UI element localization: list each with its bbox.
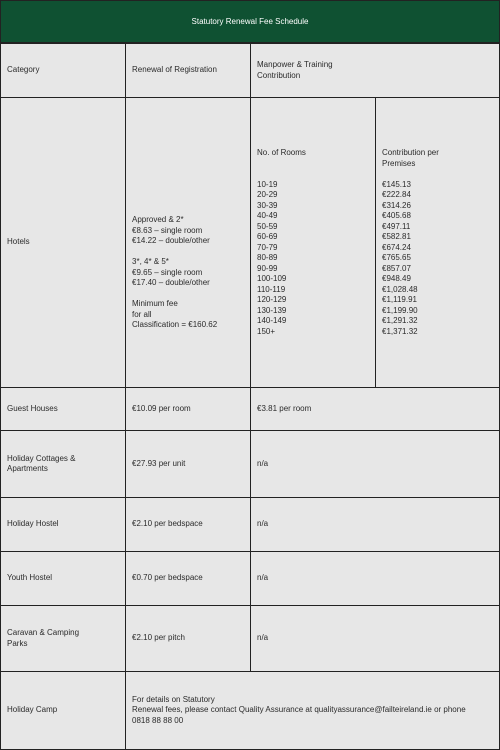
rooms-range-item: 20-29	[257, 190, 278, 199]
youth-hostel-category: Youth Hostel	[0, 551, 126, 606]
holiday-cottages-manpower: n/a	[250, 430, 500, 498]
contribution-item: €1,371.32	[382, 326, 418, 336]
contribution-item: €1,119.91	[382, 295, 417, 304]
contribution-list	[382, 180, 493, 338]
rooms-range-item: 50-59	[257, 221, 278, 231]
rooms-range-item: 40-49	[257, 211, 278, 220]
rooms-range-item: 70-79	[257, 242, 278, 252]
contribution-item: €1,199.90	[382, 305, 418, 315]
hotels-contribution-column	[375, 97, 500, 388]
contribution-item: €948.49	[382, 274, 411, 283]
category-header: Category	[0, 43, 126, 98]
guest-houses-category: Guest Houses	[0, 387, 126, 431]
page-title: Statutory Renewal Fee Schedule	[0, 0, 500, 43]
rooms-range-item: 120-129	[257, 295, 287, 304]
hotels-category: Hotels	[0, 97, 126, 388]
contribution-item: €582.81	[382, 232, 411, 241]
youth-hostel-renewal: €0.70 per bedspace	[125, 551, 251, 606]
rooms-range-item: 60-69	[257, 232, 278, 241]
caravan-camping-renewal: €2.10 per pitch	[125, 605, 251, 672]
hotels-rooms-column	[250, 97, 376, 388]
holiday-cottages-renewal: €27.93 per unit	[125, 430, 251, 498]
contribution-item: €145.13	[382, 179, 411, 189]
contribution-item: €497.11	[382, 221, 411, 231]
rooms-range-item: 100-109	[257, 274, 287, 283]
contribution-item: €405.68	[382, 211, 411, 220]
rooms-range-item: 30-39	[257, 200, 278, 210]
holiday-camp-details: For details on Statutory Renewal fees, please contact Quality Assurance at qualityassurance@failteireland.ie or phone 0818 88 88 00	[125, 671, 500, 750]
holiday-cottages-category: Holiday Cottages & Apartments	[0, 430, 126, 498]
contribution-item: €857.07	[382, 263, 411, 273]
contribution-item: €1,028.48	[382, 284, 418, 294]
contribution-item: €1,291.32	[382, 316, 418, 325]
rooms-range-item: 80-89	[257, 253, 278, 262]
contribution-item: €765.65	[382, 253, 411, 262]
holiday-camp-category: Holiday Camp	[0, 671, 126, 750]
manpower-header: Manpower & Training Contribution	[250, 43, 500, 98]
holiday-hostel-manpower: n/a	[250, 497, 500, 552]
holiday-hostel-category: Holiday Hostel	[0, 497, 126, 552]
contribution-item: €314.26	[382, 200, 411, 210]
rooms-range-item: 150+	[257, 326, 276, 336]
holiday-hostel-renewal: €2.10 per bedspace	[125, 497, 251, 552]
contribution-item: €674.24	[382, 242, 411, 252]
contribution-header: Contribution per Premises	[382, 148, 439, 168]
rooms-range-item: 140-149	[257, 316, 287, 325]
youth-hostel-manpower: n/a	[250, 551, 500, 606]
guest-houses-renewal: €10.09 per room	[125, 387, 251, 431]
rooms-range-item: 130-139	[257, 305, 287, 315]
hotels-renewal: Approved & 2* €8.63 – single room €14.22 – double/other 3*, 4* & 5* €9.65 – single room €17.40 – double/other Minimum fee for all Classification = €160.62	[125, 97, 251, 388]
renewal-header: Renewal of Registration	[125, 43, 251, 98]
caravan-camping-manpower: n/a	[250, 605, 500, 672]
rooms-range-item: 110-119	[257, 284, 286, 294]
caravan-camping-category: Caravan & Camping Parks	[0, 605, 126, 672]
rooms-range-item: 10-19	[257, 179, 278, 189]
contribution-item: €222.84	[382, 190, 411, 199]
rooms-header: No. of Rooms	[257, 148, 306, 157]
rooms-list	[257, 180, 369, 338]
guest-houses-manpower: €3.81 per room	[250, 387, 500, 431]
rooms-range-item: 90-99	[257, 263, 278, 273]
